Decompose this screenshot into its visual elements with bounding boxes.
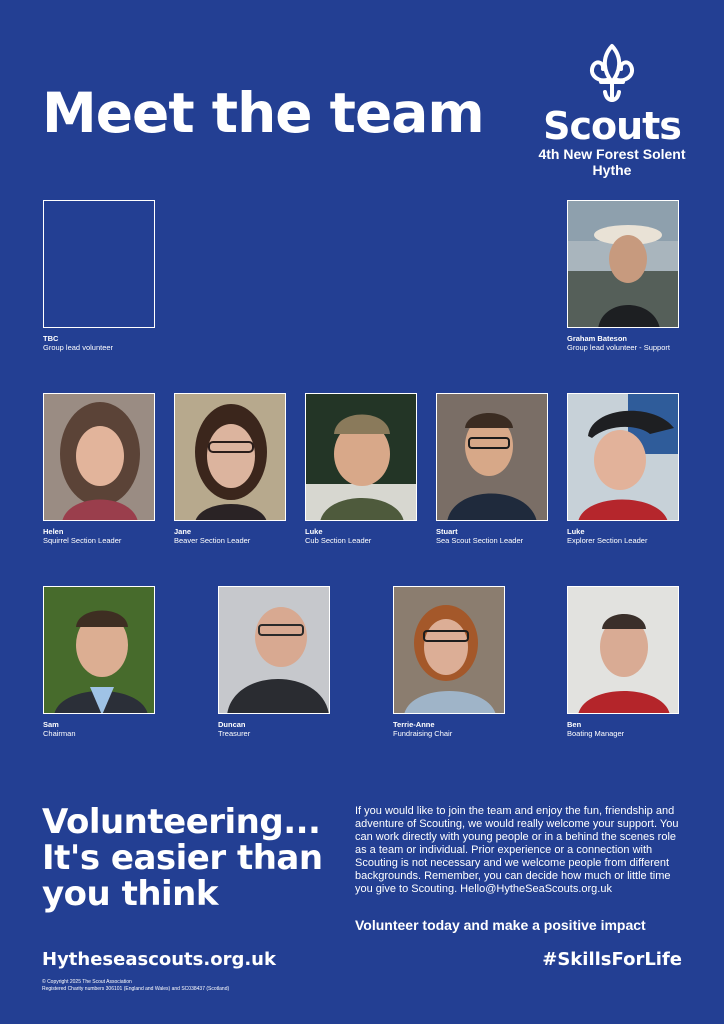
team-member-card — [218, 586, 332, 739]
team-member-card — [567, 393, 681, 546]
member-photo — [43, 393, 155, 521]
member-name: Duncan — [218, 720, 246, 729]
member-name: Terrie-Anne — [393, 720, 435, 729]
member-name: Stuart — [436, 527, 458, 536]
website-link[interactable]: Hytheseascouts.org.uk — [42, 949, 276, 970]
team-member-card — [43, 200, 157, 353]
team-member-card — [43, 393, 157, 546]
member-role: Chairman — [43, 729, 76, 738]
headline-line: you think — [42, 874, 218, 914]
team-member-card — [393, 586, 507, 739]
group-location: Hythe — [592, 162, 632, 178]
member-role: Sea Scout Section Leader — [436, 536, 524, 545]
member-photo — [43, 586, 155, 714]
member-role: Squirrel Section Leader — [43, 536, 122, 545]
member-name: Luke — [567, 527, 585, 536]
team-member-card — [436, 393, 550, 546]
member-name: Luke — [305, 527, 323, 536]
page-title: Meet the team — [42, 81, 484, 145]
member-photo — [393, 586, 505, 714]
volunteering-headline — [42, 804, 323, 912]
member-name: Sam — [43, 720, 59, 729]
member-role: Explorer Section Leader — [567, 536, 648, 545]
member-role: Fundraising Chair — [393, 729, 453, 738]
member-role: Group lead volunteer - Support — [567, 343, 670, 352]
copyright-line: © Copyright 2025 The Scout Association — [42, 979, 132, 985]
team-member-card — [567, 586, 681, 739]
team-member-card — [305, 393, 419, 546]
member-photo — [567, 586, 679, 714]
member-photo — [305, 393, 417, 521]
member-role: Boating Manager — [567, 729, 625, 738]
member-role: Group lead volunteer — [43, 343, 114, 352]
headline-line: Volunteering... — [42, 802, 321, 842]
charity-line: Registered Charity numbers 306101 (England and Wales) and SC038437 (Scotland) — [42, 986, 230, 992]
volunteer-blurb: If you would like to join the team and enjoy the fun, friendship and adventure of Scouting, we would really welcome your support. You can work directly with young people or in a behind the scenes role as a team or individual. Prior experience or a connection with Scouting is not necessary and we welcome people from different backgrounds. Remember, you can decide how much or little time you give to Scouting. Hello@HytheSeaScouts.org.uk — [355, 805, 679, 895]
scouts-wordmark: Scouts — [543, 104, 681, 148]
member-role: Treasurer — [218, 729, 251, 738]
scouts-logo — [532, 42, 692, 178]
fleur-de-lis-icon — [579, 42, 645, 104]
team-member-card — [174, 393, 288, 546]
member-photo — [436, 393, 548, 521]
copyright-notice — [42, 979, 229, 993]
team-member-card — [43, 586, 157, 739]
member-photo — [567, 200, 679, 328]
member-name: TBC — [43, 334, 59, 343]
member-role: Cub Section Leader — [305, 536, 372, 545]
member-role: Beaver Section Leader — [174, 536, 251, 545]
headline-line: It's easier than — [42, 838, 323, 878]
team-member-card — [567, 200, 681, 353]
photo-placeholder — [43, 200, 155, 328]
member-name: Graham Bateson — [567, 334, 628, 343]
group-name: 4th New Forest Solent — [538, 146, 686, 162]
call-to-action: Volunteer today and make a positive impact — [355, 917, 646, 933]
hashtag: #SkillsForLife — [542, 949, 682, 970]
member-photo — [218, 586, 330, 714]
member-photo — [567, 393, 679, 521]
member-photo — [174, 393, 286, 521]
member-name: Jane — [174, 527, 192, 536]
member-name: Helen — [43, 527, 64, 536]
member-name: Ben — [567, 720, 582, 729]
